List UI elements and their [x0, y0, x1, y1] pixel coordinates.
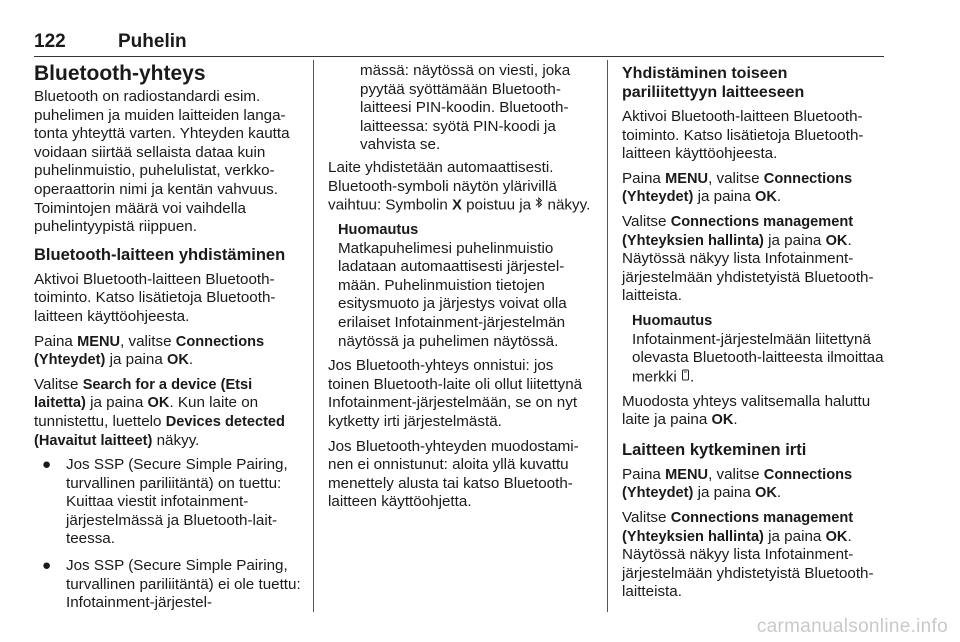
- main-heading: Bluetooth-yhteys: [34, 62, 206, 85]
- paragraph: Valitse Connections management (Yhteyksien hallinta) ja paina OK. Näytössä näkyy lista Infotainment-järjestelmään yhdistetyistä Bluetooth-laitteista.: [622, 509, 874, 601]
- bullet-list: [34, 456, 302, 613]
- paragraph: Laite yhdistetään automaattisesti. Bluetooth-symboli näytön ylärivillä vaihtuu: Symbolin X poistuu ja näkyy.: [328, 158, 591, 214]
- subheading-switch: Yhdistäminen toiseen pariliitettyyn laitteeseen: [622, 65, 805, 101]
- paragraph: Jos Bluetooth-yhteys onnistui: jos toinen Bluetooth-laite oli ollut liitettynä Infotainment-järjestelmään, se on nyt kytketty irti järjestelmästä.: [328, 357, 583, 430]
- list-item: ● Jos SSP (Secure Simple Pairing, turvallinen pariliitäntä) on tuettu: Kuittaa viestit infotainment-järjestelmässä ja Bluetooth-laitteessa.: [42, 456, 288, 548]
- paragraph: Paina MENU, valitse Connections (Yhteydet) ja paina OK.: [34, 332, 265, 369]
- watermark: carmanualsonline.info: [756, 616, 948, 637]
- paragraph: Jos Bluetooth-yhteyden muodostaminen ei onnistunut: aloita yllä kuvattu menettely alusta tai katso Bluetooth-laitteen käyttöohjetta.: [328, 437, 579, 511]
- paragraph: Paina MENU, valitse Connections (Yhteydet) ja paina OK.: [622, 169, 853, 206]
- paragraph: Muodosta yhteys valitsemalla haluttu laite ja paina OK.: [622, 392, 871, 429]
- paragraph: Valitse Connections management (Yhteyksien hallinta) ja paina OK. Näytössä näkyy lista Infotainment-järjestelmään yhdistetyistä Bluetooth-laitteista.: [622, 212, 874, 305]
- column-3: [622, 64, 886, 608]
- note-text: Matkapuhelimesi puhelinmuistio ladataan automaattisesti järjestelmään. Puhelinmuistion tietojen esitysmuoto ja järjestys voivat olla erilaiset Infotainment-järjestelmän näytössä ja puhelimen näytössä.: [338, 239, 567, 350]
- paragraph: Paina MENU, valitse Connections (Yhteydet) ja paina OK.: [622, 465, 853, 502]
- paragraph: mässä: näytössä on viesti, joka pyytää syöttämään Bluetooth-laitteesi PIN-koodin. Bluetooth-laitteessa: syötä PIN-koodi ja vahvista se.: [360, 62, 571, 154]
- page-header: [34, 31, 884, 57]
- subheading-connect: Bluetooth-laitteen yhdistäminen: [34, 245, 286, 264]
- column-2: [328, 62, 596, 518]
- list-item: ● Jos SSP (Secure Simple Pairing, turvallinen pariliitäntä) ei ole tuettu: Infotainment-järjestel-: [42, 557, 301, 612]
- note-title: Huomautus: [632, 312, 713, 329]
- column-divider: [313, 60, 314, 612]
- intro-paragraph: Bluetooth on radiostandardi esim. puhelimen ja muiden laitteiden langatonta yhteyttä varten. Yhteyden kautta voidaan siirtää sellaista dataa kuin puhelinmuistio, puhelulistat, verkko-operaattorin nimi ja kentän vahvuus. Toimintojen määrä voi vaihdella puhelintyypistä riippuen.: [34, 88, 290, 236]
- note-box: [338, 221, 596, 351]
- note-title: Huomautus: [338, 222, 419, 239]
- page-number: 122: [34, 31, 66, 52]
- connected-phone-icon: [681, 368, 690, 387]
- note-box: [632, 312, 886, 387]
- subheading-disconnect: Laitteen kytkeminen irti: [622, 440, 807, 459]
- column-divider: [607, 60, 608, 612]
- paragraph: Aktivoi Bluetooth-laitteen Bluetooth-toiminto. Katso lisätietoja Bluetooth-laitteen käyttöohjeesta.: [34, 270, 276, 325]
- column-1: [34, 62, 302, 621]
- paragraph: Valitse Search for a device (Etsi laitetta) ja paina OK. Kun laite on tunnistettu, luettelo Devices detected (Havaitut laitteet) näkyy.: [34, 375, 285, 449]
- note-text: Infotainment-järjestelmään liitettynä olevasta Bluetooth-laitteesta ilmoittaa merkki .: [632, 330, 884, 386]
- paragraph: Aktivoi Bluetooth-laitteen Bluetooth-toiminto. Katso lisätietoja Bluetooth-laitteen käyttöohjeesta.: [622, 108, 864, 163]
- section-title: Puhelin: [118, 31, 187, 52]
